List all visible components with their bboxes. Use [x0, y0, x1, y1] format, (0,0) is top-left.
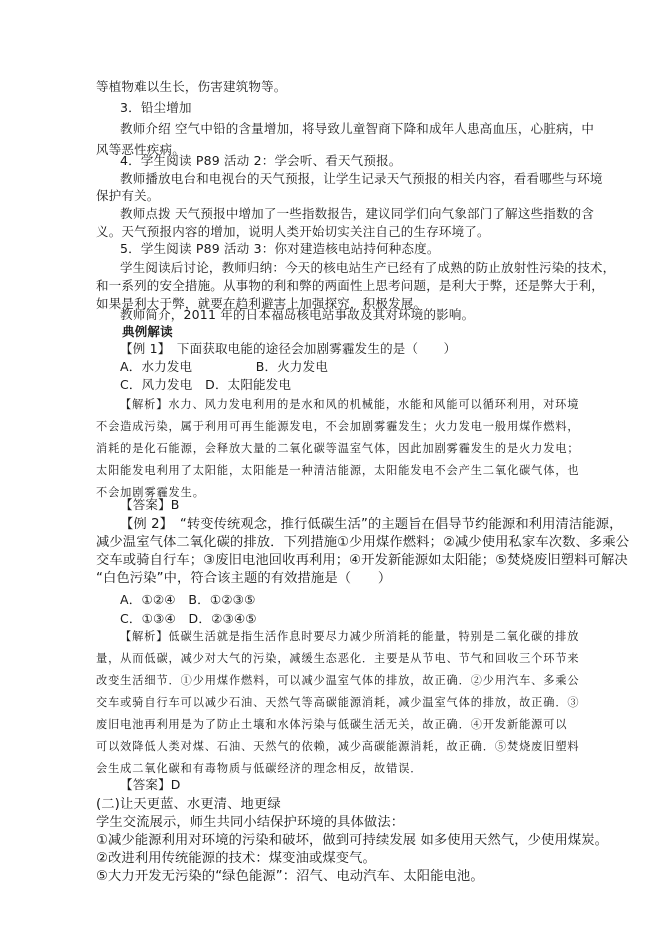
text-line: 5．学生阅读 P89 活动 3：你对建造核电站持何种态度。: [120, 241, 440, 256]
text-line: 量，从而低碳，减少对大气的污染，减缓生态恶化．主要是从节电、节气和回收三个环节来: [96, 652, 580, 665]
text-line: 如果是利大于弊，就要在趋利避害上加强探究，积极发展。: [96, 296, 427, 311]
text-line: 教师介绍 空气中铅的含量增加，将导致儿童智商下降和成年人患高血压，心脏病，中: [120, 121, 595, 136]
text-line: ①减少能源利用对环境的污染和破坏，做到可持续发展 如多使用天然气，少使用煤炭。: [96, 833, 609, 848]
text-line: 等植物难以生长，伤害建筑物等。: [96, 79, 287, 94]
text-line: 交车或骑自行车；③废旧电池回收再利用；④开发新能源如太阳能；⑤焚烧废旧塑料可解决: [96, 553, 628, 568]
text-line: 学生阅读后讨论，教师归纳：今天的核电站生产已经有了成熟的防止放射性污染的技术，: [120, 260, 616, 275]
text-line: 不会造成污染，属于利用可再生能源发电，不会加剧雾霾发生；火力发电一般用煤作燃料，: [96, 420, 580, 433]
text-line: 【答案】D: [120, 777, 181, 792]
text-line: 教师简介，2011 年的日本福岛核电站事故及其对环境的影响。: [120, 307, 475, 322]
text-line: 【例 1】 下面获取电能的途径会加剧雾霾发生的是（ ）: [120, 341, 457, 356]
text-line: 【解析】低碳生活就是指生活作息时要尽力减少所消耗的能量，特别是二氧化碳的排放: [120, 630, 580, 643]
text-line: C．①③④ D．②③④⑤: [120, 611, 257, 626]
text-line: C．风力发电 D．太阳能发电: [120, 377, 292, 392]
text-line: 改变生活细节．①少用煤作燃料，可以减少温室气体的排放，故正确．②少用汽车、多乘公: [96, 674, 580, 687]
text-line: 会生成二氧化碳和有毒物质与低碳经济的理念相反，故错误．: [96, 762, 423, 775]
text-line: 交车或骑自行车可以减少石油、天然气等高碳能源消耗，减少温室气体的排放，故正确．③: [96, 696, 580, 709]
text-line: 3．铅尘增加: [120, 100, 192, 115]
text-line: A．①②④ B．①②③⑤: [120, 592, 256, 607]
text-line: 【解析】水力、风力发电利用的是水和风的机械能，水能和风能可以循环利用，对环境: [120, 398, 580, 411]
text-line: 和一系列的安全措施。从事物的利和弊的两面性上思考问题，是利大于弊，还是弊大于利，: [96, 278, 605, 293]
section-heading: 典例解读: [122, 324, 173, 339]
text-line: A．水力发电 B．火力发电: [120, 359, 329, 374]
text-line: ②改进利用传统能源的技术：煤变油或煤变气。: [96, 851, 376, 866]
text-line: 教师点拨 天气预报中增加了一些指数报告，建议同学们向气象部门了解这些指数的含: [120, 206, 595, 221]
text-line: 4．学生阅读 P89 活动 2：学会听、看天气预报。: [120, 153, 402, 168]
text-line: 学生交流展示，师生共同小结保护环境的具体做法：: [96, 815, 405, 830]
text-line: “白色污染”中，符合该主题的有效措施是（ ）: [96, 571, 392, 586]
text-line: 废旧电池再利用是为了防止土壤和水体污染与低碳生活无关，故正确．④开发新能源可以: [96, 718, 568, 731]
text-line: 太阳能发电利用了太阳能，太阳能是一种清洁能源，太阳能发电不会产生二氧化碳气体，也: [96, 464, 580, 477]
text-line: 不会加剧雾霾发生。: [96, 486, 205, 499]
text-line: 消耗的是化石能源，会释放大量的二氧化碳等温室气体，因此加剧雾霾发生的是火力发电；: [96, 442, 580, 455]
text-line: 教师播放电台和电视台的天气预报，让学生记录天气预报的相关内容，看看哪些与环境: [120, 171, 603, 186]
text-line: 【例 2】 “转变传统观念，推行低碳生活”的主题旨在倡导节约能源和利用清洁能源，: [120, 517, 623, 532]
text-line: (二)让天更蓝、水更清、地更绿: [96, 797, 281, 812]
text-line: 义。天气预报内容的增加，说明人类开始切实关注自己的生存环境了。: [96, 224, 490, 239]
text-line: 可以效降低人类对煤、石油、天然气的依赖，减少高碳能源消耗，故正确．⑤焚烧废旧塑料: [96, 740, 580, 753]
text-line: 风等恶性疾病。: [96, 142, 185, 157]
text-line: ⑤大力开发无污染的“绿色能源”：沼气、电动汽车、太阳能电池。: [96, 869, 484, 884]
text-line: 【答案】B: [120, 497, 180, 512]
text-line: 减少温室气体二氧化碳的排放．下列措施①少用煤作燃料；②减少使用私家车次数、多乘公: [96, 535, 630, 550]
text-line: 保护有关。: [96, 188, 160, 203]
